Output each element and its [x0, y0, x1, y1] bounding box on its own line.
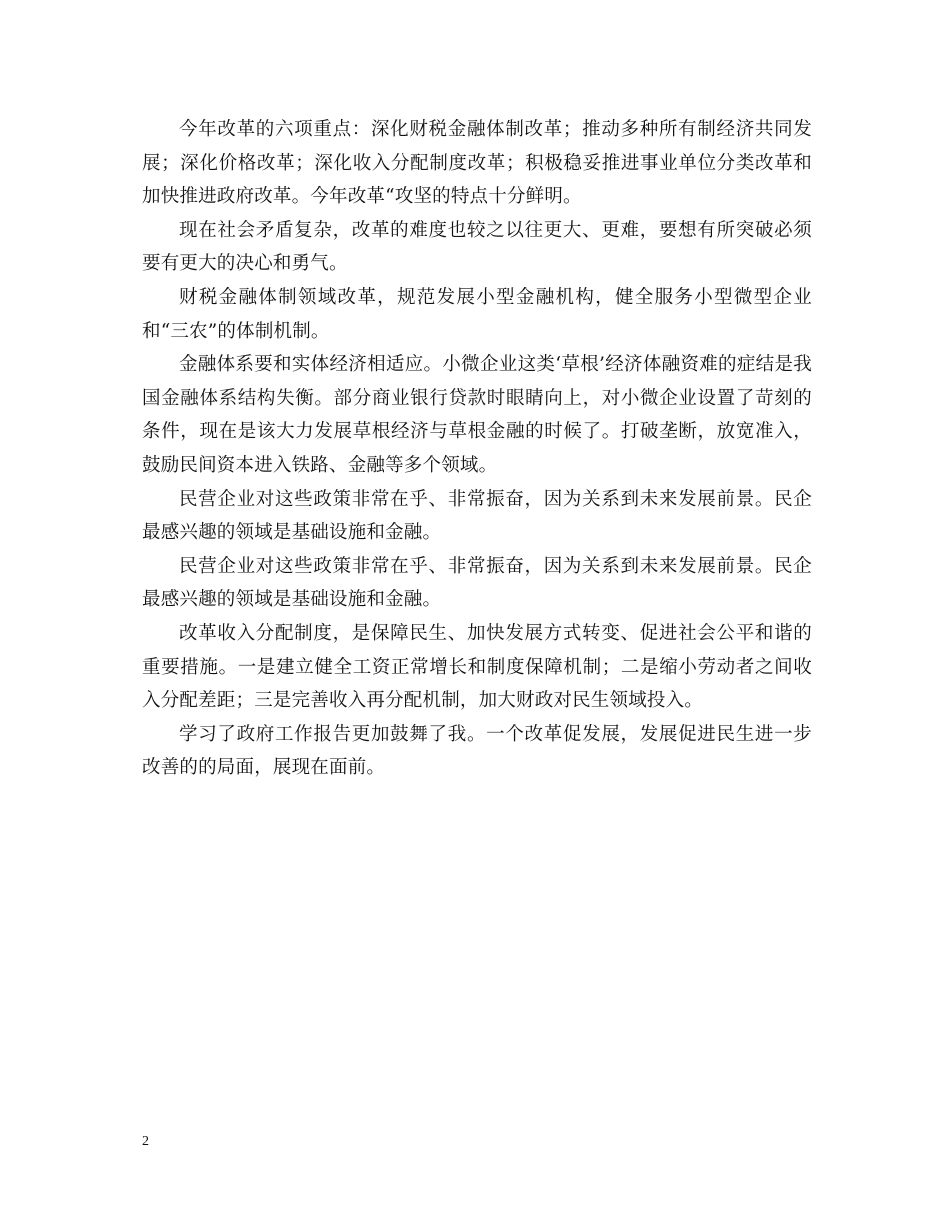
body-text: [142, 113, 812, 785]
paragraph-7: 改革收入分配制度，是保障民生、加快发展方式转变、促进社会公平和谐的重要措施。一是建立健全工资正常增长和制度保障机制；二是缩小劳动者之间收入分配差距；三是完善收入再分配机制，加大财政对民生领域投入。: [142, 622, 812, 712]
page-number: 2: [142, 1134, 149, 1149]
paragraph-2: 现在社会矛盾复杂，改革的难度也较之以往更大、更难，要想有所突破必须要有更大的决心和勇气。: [142, 219, 812, 275]
paragraph-6: 民营企业对这些政策非常在乎、非常振奋，因为关系到未来发展前景。民企最感兴趣的领域是基础设施和金融。: [142, 555, 812, 611]
paragraph-3: 财税金融体制领域改革，规范发展小型金融机构，健全服务小型微型企业和“三农”的体制机制。: [142, 286, 812, 342]
paragraph-1: 今年改革的六项重点：深化财税金融体制改革；推动多种所有制经济共同发展；深化价格改革；深化收入分配制度改革；积极稳妥推进事业单位分类改革和加快推进政府改革。今年改革“攻坚的特点十分鲜明。: [142, 119, 812, 208]
paragraph-8: 学习了政府工作报告更加鼓舞了我。一个改革促发展，发展促进民生进一步改善的的局面，展现在面前。: [142, 723, 812, 779]
paragraph-5: 民营企业对这些政策非常在乎、非常振奋，因为关系到未来发展前景。民企最感兴趣的领域是基础设施和金融。: [142, 488, 812, 544]
paragraph-4: 金融体系要和实体经济相适应。小微企业这类‘草根’经济体融资难的症结是我国金融体系结构失衡。部分商业银行贷款时眼睛向上，对小微企业设置了苛刻的条件，现在是该大力发展草根经济与草根金融的时候了。打破垄断，放宽准入，鼓励民间资本进入铁路、金融等多个领域。: [142, 354, 812, 476]
